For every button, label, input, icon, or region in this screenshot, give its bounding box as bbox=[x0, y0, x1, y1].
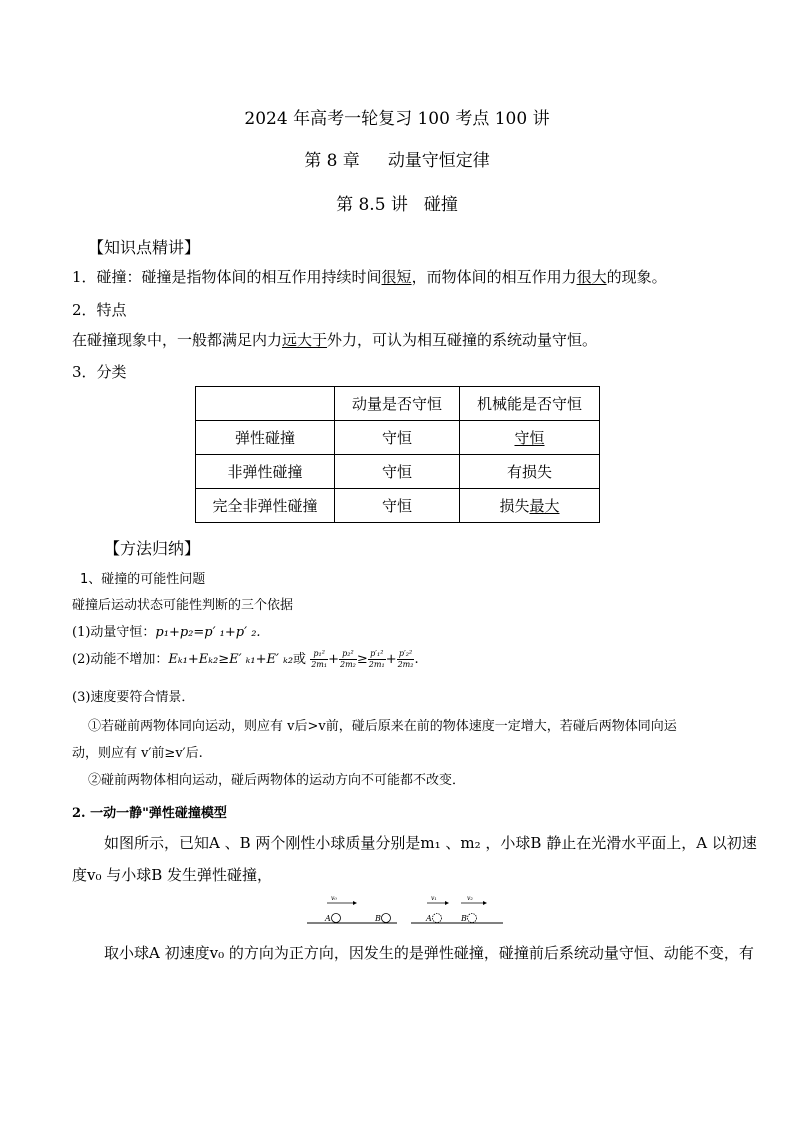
collision-diagram-svg bbox=[305, 890, 505, 930]
label-a-before: A bbox=[325, 914, 331, 923]
item1-text-a: 1．碰撞：碰撞是指物体间的相互作用持续时间 bbox=[72, 268, 382, 286]
case-2: ②碰前两物体相向运动，碰后两物体的运动方向不可能都不改变． bbox=[88, 773, 466, 788]
chapter-name: 动量守恒定律 bbox=[387, 151, 490, 171]
lecture-name: 碰撞 bbox=[423, 195, 458, 215]
plus-sign: + bbox=[328, 652, 339, 667]
model-paragraph-1-line-1: 如图所示，已知A 、B 两个刚性小球质量分别是m₁ 、m₂ ，小球B 静止在光滑水平面上，A 以初速 bbox=[104, 834, 757, 852]
rule1-formula: p₁+p₂=p′ ₁+p′ ₂. bbox=[155, 625, 261, 640]
rule-2 bbox=[72, 648, 419, 670]
table-row bbox=[196, 489, 600, 523]
model-heading: 2. 一动一静"弹性碰撞模型 bbox=[72, 806, 227, 821]
collision-classification-table bbox=[195, 386, 600, 523]
period: . bbox=[414, 652, 419, 667]
table-cell: 守恒 bbox=[335, 455, 460, 489]
method-subheading: 1、碰撞的可能性问题 bbox=[80, 572, 206, 587]
table-cell: 有损失 bbox=[460, 455, 600, 489]
chapter-title bbox=[0, 146, 794, 171]
fraction: $\frac{\text{p′₂²}}{\text{2m₂}}$ bbox=[397, 649, 414, 669]
table-cell bbox=[460, 489, 600, 523]
knowledge-item-3-title: 3．分类 bbox=[72, 363, 127, 381]
case-1-line-1: ①若碰前两物体同向运动，则应有 v后>v前，碰后原来在前的物体速度一定增大，若碰后两物体同向运 bbox=[88, 719, 677, 734]
fraction: $\frac{\text{p₁²}}{\text{2m₁}}$ bbox=[311, 649, 328, 669]
item1-underline-short: 很短 bbox=[381, 268, 412, 286]
item2-underline: 远大于 bbox=[282, 331, 328, 349]
label-b-before: B bbox=[375, 914, 381, 923]
model-paragraph-1-line-2: 度v₀ 与小球B 发生弹性碰撞， bbox=[72, 866, 273, 884]
chapter-number: 第 8 章 bbox=[304, 151, 360, 171]
rule2-formula: Eₖ₁+Eₖ₂≥E′ ₖ₁+E′ ₖ₂ bbox=[168, 652, 294, 667]
book-title: 2024 年高考一轮复习 100 考点 100 讲 bbox=[244, 109, 550, 129]
table-header-row bbox=[196, 387, 600, 421]
ball-b-after bbox=[468, 914, 477, 923]
lecture-number: 第 8.5 讲 bbox=[336, 195, 408, 215]
rule2-label: (2)动能不增加： bbox=[72, 652, 169, 667]
rule-3: (3)速度要符合情景． bbox=[72, 690, 195, 705]
table-header-cell bbox=[196, 387, 335, 421]
rule1-label: (1)动量守恒： bbox=[72, 625, 156, 640]
label-v1: v₁ bbox=[431, 895, 437, 902]
plus-sign: + bbox=[385, 652, 397, 667]
item1-text-b: ，而物体间的相互作用力 bbox=[411, 268, 577, 286]
rule2-or: 或 bbox=[293, 652, 307, 667]
table-header-cell: 动量是否守恒 bbox=[335, 387, 460, 421]
fraction: $\frac{\text{p₂²}}{\text{2m₂}}$ bbox=[340, 649, 356, 669]
table-row bbox=[196, 421, 600, 455]
item2-text-a: 在碰撞现象中，一般都满足内力 bbox=[72, 331, 283, 349]
table-cell-underline: 守恒 bbox=[514, 429, 545, 447]
item1-text-c: 的现象。 bbox=[606, 268, 667, 286]
label-a-after: A bbox=[426, 914, 432, 923]
model-paragraph-2-line-1: 取小球A 初速度v₀ 的方向为正方向，因发生的是弹性碰撞，碰撞前后系统动量守恒、动能不变，有 bbox=[104, 944, 754, 962]
method-heading: 【方法归纳】 bbox=[104, 539, 201, 558]
label-v2: v₂ bbox=[467, 895, 473, 902]
table-row bbox=[196, 455, 600, 489]
item2-text-b: 外力，可认为相互碰撞的系统动量守恒。 bbox=[327, 331, 598, 349]
label-v0: v₀ bbox=[331, 895, 337, 902]
knowledge-item-1 bbox=[72, 266, 667, 287]
geq-sign: ≥ bbox=[356, 652, 368, 667]
knowledge-item-2-text bbox=[72, 329, 597, 350]
arrow-v2-head bbox=[483, 901, 487, 905]
collision-diagram bbox=[305, 890, 505, 930]
table-cell bbox=[460, 421, 600, 455]
method-basis: 碰撞后运动状态可能性判断的三个依据 bbox=[72, 598, 294, 613]
table-cell: 完全非弹性碰撞 bbox=[196, 489, 335, 523]
case-1-line-2: 动，则应有 v′前≥v′后. bbox=[72, 746, 203, 761]
item1-underline-large: 很大 bbox=[576, 268, 607, 286]
ball-a-before bbox=[332, 914, 341, 923]
knowledge-heading: 【知识点精讲】 bbox=[88, 238, 201, 257]
fraction: $\frac{\text{p′₁²}}{\text{2m₁}}$ bbox=[368, 649, 385, 669]
table-cell: 非弹性碰撞 bbox=[196, 455, 335, 489]
label-b-after: B bbox=[461, 914, 467, 923]
rule-1 bbox=[72, 621, 261, 640]
table-cell-underline: 最大 bbox=[529, 497, 560, 515]
ball-a-after bbox=[433, 914, 442, 923]
arrow-v0-head bbox=[353, 901, 357, 905]
ball-b-before bbox=[382, 914, 391, 923]
knowledge-item-2-title: 2．特点 bbox=[72, 301, 127, 319]
arrow-v1-head bbox=[445, 901, 449, 905]
lecture-title bbox=[0, 190, 794, 215]
table-cell: 弹性碰撞 bbox=[196, 421, 335, 455]
table-cell: 守恒 bbox=[335, 421, 460, 455]
table-cell-text: 损失 bbox=[499, 497, 530, 515]
table-cell: 守恒 bbox=[335, 489, 460, 523]
table-header-cell: 机械能是否守恒 bbox=[460, 387, 600, 421]
